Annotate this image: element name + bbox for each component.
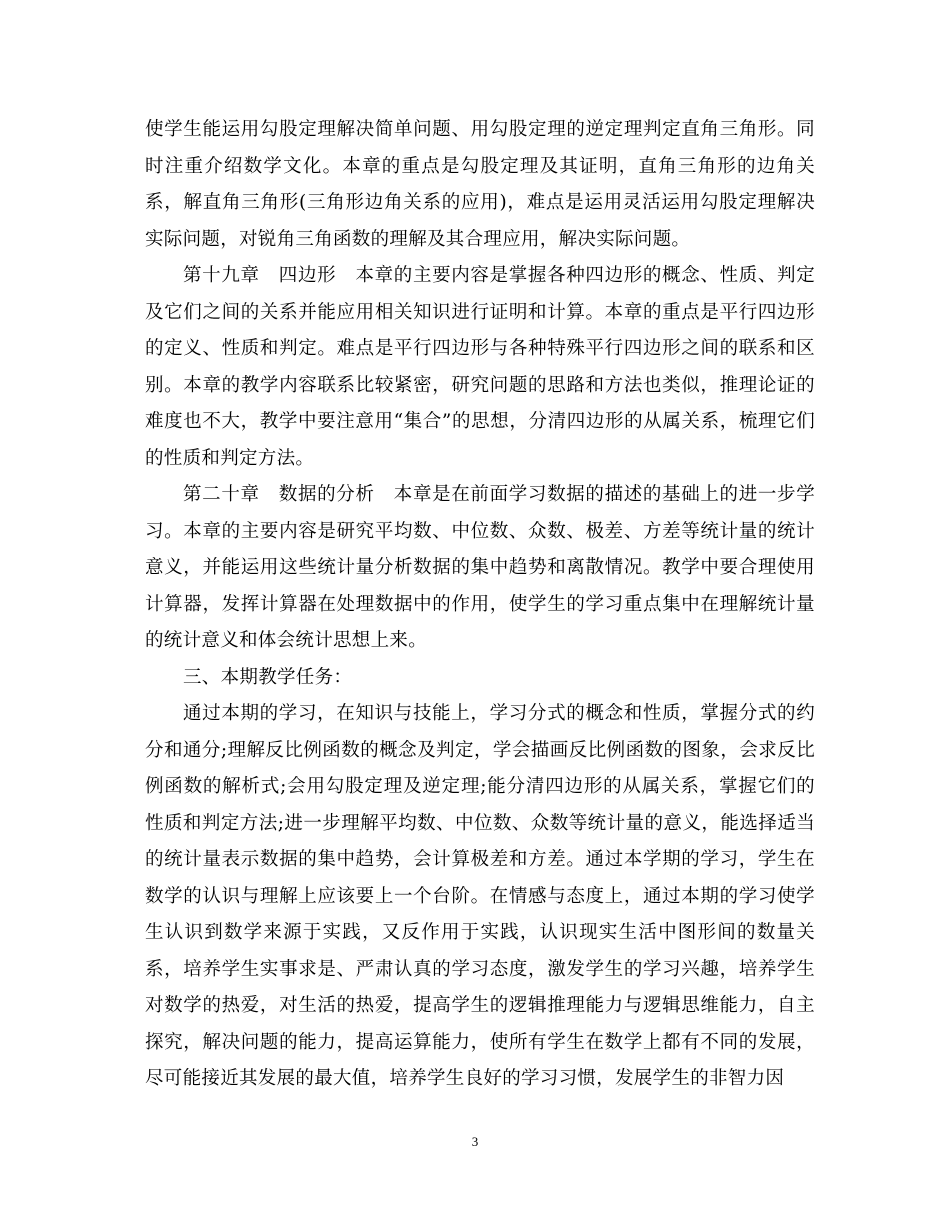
paragraph-teaching-tasks: 通过本期的学习，在知识与技能上，学习分式的概念和性质，掌握分式的约分和通分;理解反比例函数的概念及判定，学会描画反比例函数的图象，会求反比例函数的解析式;会用勾股定理及逆定理;能分清四边形的从属关系，掌握它们的性质和判定方法;进一步理解平均数、中位数、众数等统计量的意义，能选择适当的统计量表示数据的集中趋势，会计算极差和方差。通过本学期的学习，学生在数学的认识与理解上应该要上一个台阶。在情感与态度上，通过本期的学习使学生认识到数学来源于实践，又反作用于实践，认识现实生活中图形间的数量关系，培养学生实事求是、严肃认真的学习态度，激发学生的学习兴趣，培养学生对数学的热爱，对生活的热爱，提高学生的逻辑推理能力与逻辑思维能力，自主探究，解决问题的能力，提高运算能力，使所有学生在数学上都有不同的发展，尽可能接近其发展的最大值，培养学生良好的学习习惯，发展学生的非智力因 xyxy=(145,703,815,1089)
section-heading-teaching-tasks: 三、本期教学任务： xyxy=(183,666,353,688)
document-body xyxy=(145,112,815,1098)
paragraph-chapter-20: 第二十章 数据的分析 本章是在前面学习数据的描述的基础上的进一步学习。本章的主要内容是研究平均数、中位数、众数、极差、方差等统计量的统计意义，并能运用这些统计量分析数据的集中趋势和离散情况。教学中要合理使用计算器，发挥计算器在处理数据中的作用，使学生的学习重点集中在理解统计量的统计意义和体会统计思想上来。 xyxy=(145,484,815,651)
paragraph-chapter-18-continuation: 使学生能运用勾股定理解决简单问题、用勾股定理的逆定理判定直角三角形。同时注重介绍数学文化。本章的重点是勾股定理及其证明，直角三角形的边角关系，解直角三角形(三角形边角关系的应用)，难点是运用灵活运用勾股定理解决实际问题，对锐角三角函数的理解及其合理应用，解决实际问题。 xyxy=(145,119,815,250)
page-number: 3 xyxy=(471,1134,479,1149)
paragraph-chapter-19: 第十九章 四边形 本章的主要内容是掌握各种四边形的概念、性质、判定及它们之间的关系并能应用相关知识进行证明和计算。本章的重点是平行四边形的定义、性质和判定。难点是平行四边形与各种特殊平行四边形之间的联系和区别。本章的教学内容联系比较紧密，研究问题的思路和方法也类似，推理论证的难度也不大，教学中要注意用“集合”的思想，分清四边形的从属关系，梳理它们的性质和判定方法。 xyxy=(145,265,815,469)
